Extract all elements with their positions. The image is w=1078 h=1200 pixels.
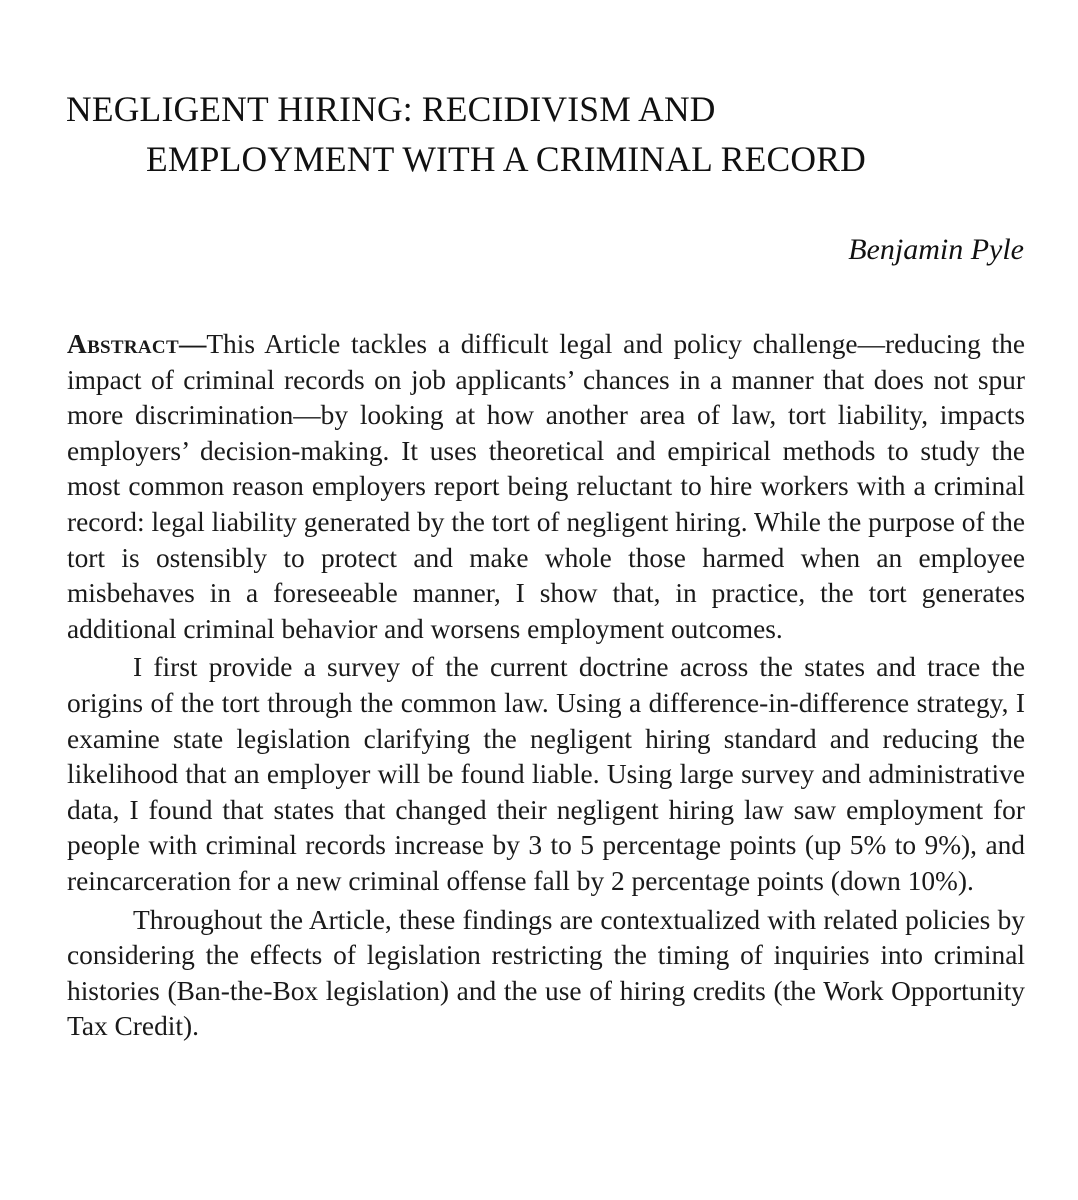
article-title-line-1: NEGLIGENT HIRING: RECIDIVISM AND: [66, 89, 716, 129]
article-title: [66, 84, 1026, 184]
abstract-label: Abstract: [67, 329, 179, 359]
abstract-paragraph-2: I first provide a survey of the current doctrine across the states and trace the origins of the tort through the common law. Using a difference-in-difference strategy, I examine state legislation clarifying the negligent hiring standard and reducing the likelihood that an employer will be found liable. Using large survey and administrative data, I found that states that changed their negligent hiring law saw employment for people with criminal records increase by 3 to 5 percentage points (up 5% to 9%), and reincarceration for a new criminal offense fall by 2 percentage points (down 10%).: [67, 652, 1025, 896]
abstract-label-dash: —: [178, 329, 207, 359]
abstract-paragraph-1-text: This Article tackles a difficult legal and policy challenge—reducing the impact of criminal records on job applicants’ chances in a manner that does not spur more discrimination—by looking at how another area of law, tort liability, impacts employers’ decision-making. It uses theoretical and empirical methods to study the most common reason employers report being reluctant to hire workers with a criminal record: legal liability generated by the tort of negligent hiring. While the purpose of the tort is ostensibly to protect and make whole those harmed when an employee misbehaves in a foreseeable manner, I show that, in practice, the tort generates additional criminal behavior and worsens employment outcomes.: [67, 329, 1025, 644]
abstract-section: [67, 327, 1025, 1045]
abstract-paragraph-1: [67, 327, 1025, 647]
article-title-line-2: EMPLOYMENT WITH A CRIMINAL RECORD: [146, 139, 866, 179]
article-author: Benjamin Pyle: [848, 233, 1024, 266]
abstract-paragraph-3: Throughout the Article, these findings are contextualized with related policies by considering the effects of legislation restricting the timing of inquiries into criminal histories (Ban-the-Box legislation) and the use of hiring credits (the Work Opportunity Tax Credit).: [67, 904, 1025, 1042]
